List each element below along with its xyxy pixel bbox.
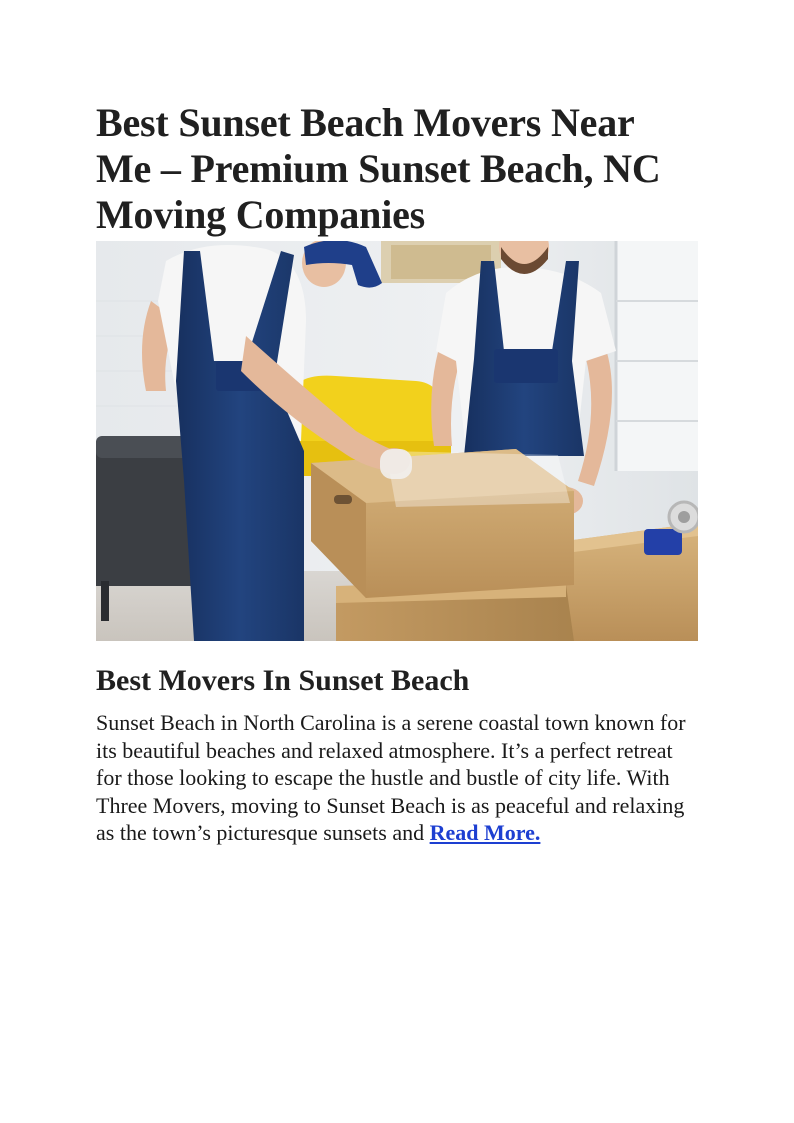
- page-title: Best Sunset Beach Movers Near Me – Premium Sunset Beach, NC Moving Companies: [96, 100, 661, 237]
- article-body: [96, 709, 698, 847]
- article-body-text: Sunset Beach in North Carolina is a serene coastal town known for its beautiful beaches and relaxed atmosphere. It’s a perfect retreat for those looking to escape the hustle and bustle of city life. With Three Movers, moving to Sunset Beach is as peaceful and relaxing as the town’s picturesque sunsets and: [96, 710, 686, 845]
- article: [96, 100, 698, 847]
- movers-packing-boxes-photo: [96, 241, 698, 641]
- section-heading: Best Movers In Sunset Beach: [96, 664, 470, 697]
- read-more-link[interactable]: Read More.: [429, 820, 541, 845]
